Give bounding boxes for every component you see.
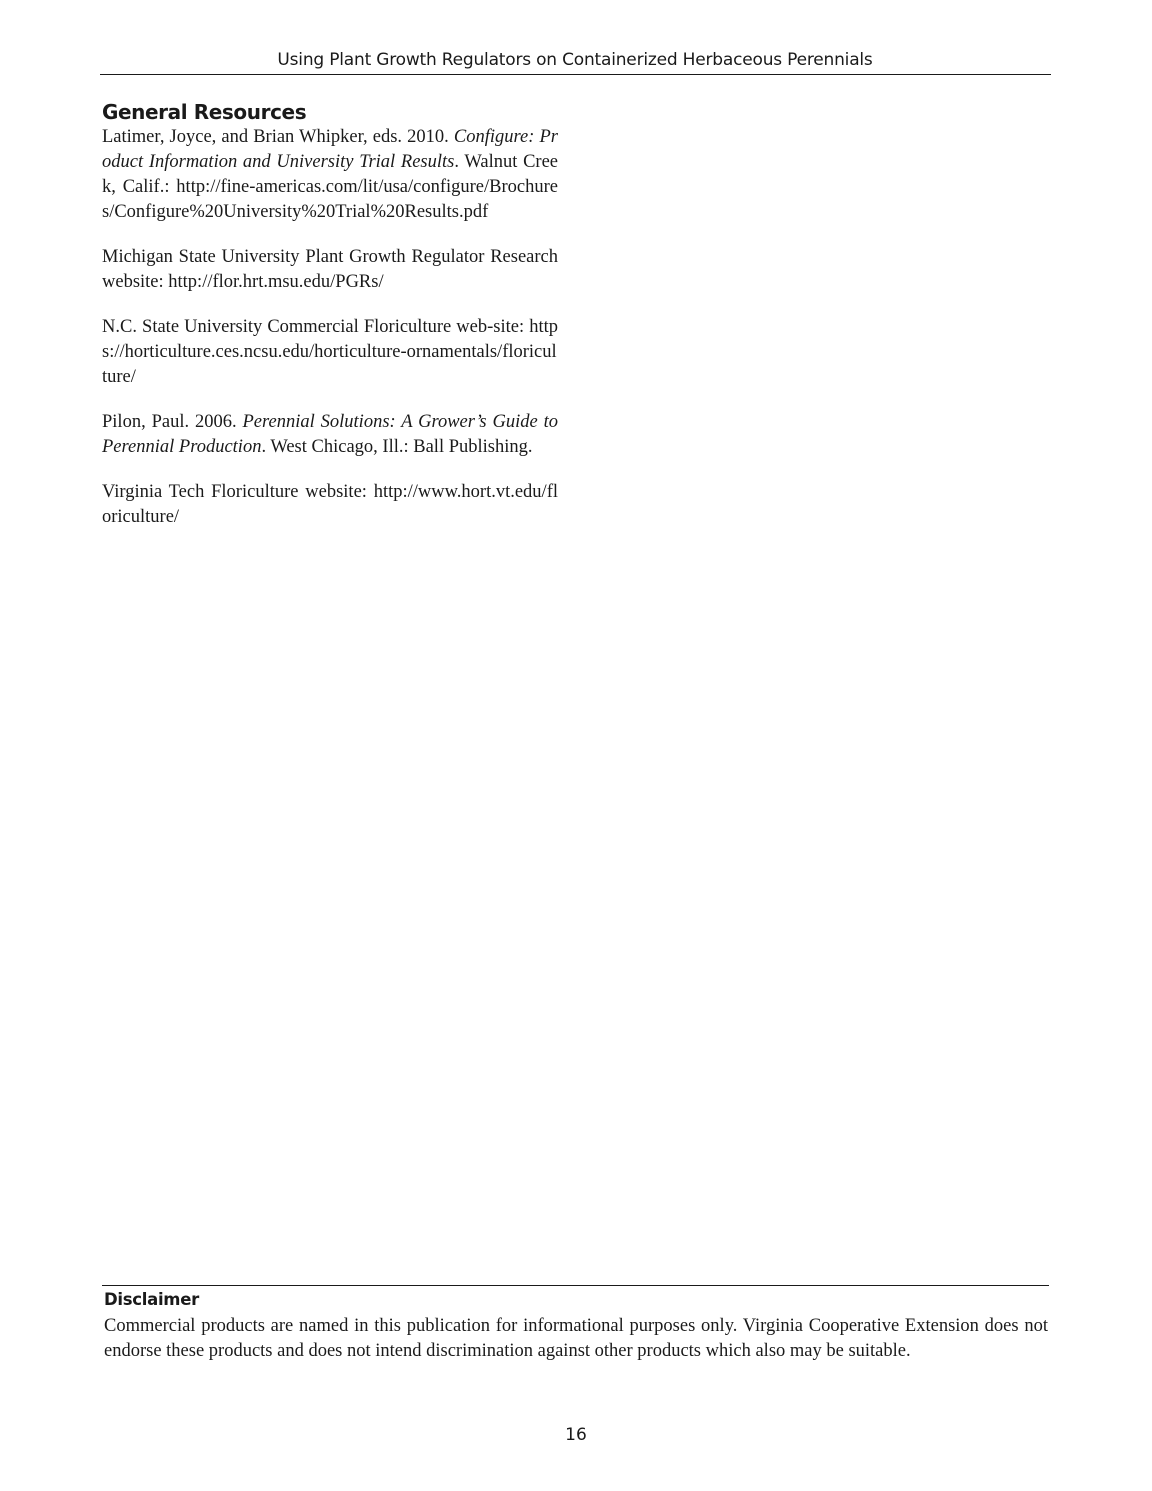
reference-lead: Virginia Tech Floriculture website: http://www.hort.vt.edu/floriculture/ xyxy=(102,482,558,527)
disclaimer-text: Commercial products are named in this publication for informational purposes only. Virginia Cooperative Extension does not endorse these products and does not intend discrimination against other products which also may be suitable. xyxy=(104,1316,1048,1361)
disclaimer-title: Disclaimer xyxy=(104,1290,199,1309)
reference-item xyxy=(102,315,558,390)
reference-title: Configure: Product Information and University Trial Results xyxy=(102,127,558,172)
reference-lead: Pilon, Paul. 2006. xyxy=(102,412,243,432)
reference-rest: . Walnut Creek, Calif.: http://fine-americas.com/lit/usa/configure/Brochures/Configure%20University%20Trial%20Results.pdf xyxy=(102,152,558,222)
reference-list xyxy=(102,125,558,550)
running-header: Using Plant Growth Regulators on Containerized Herbaceous Perennials xyxy=(277,50,873,70)
header-rule xyxy=(100,74,1051,75)
section-title-general-resources: General Resources xyxy=(102,100,307,124)
reference-item xyxy=(102,245,558,295)
reference-lead: N.C. State University Commercial Floriculture web-site: https://horticulture.ces.ncsu.edu/horticulture-ornamentals/floriculture/ xyxy=(102,317,558,387)
reference-item xyxy=(102,410,558,460)
reference-rest: . West Chicago, Ill.: Ball Publishing. xyxy=(261,437,533,457)
page-number: 16 xyxy=(565,1425,587,1445)
reference-item xyxy=(102,125,558,225)
disclaimer-rule xyxy=(102,1285,1049,1286)
reference-lead: Michigan State University Plant Growth Regulator Research website: http://flor.hrt.msu.edu/PGRs/ xyxy=(102,247,558,292)
reference-item xyxy=(102,480,558,530)
reference-title: Perennial Solutions: A Grower’s Guide to Perennial Production xyxy=(102,412,558,457)
reference-lead: Latimer, Joyce, and Brian Whipker, eds. 2010. xyxy=(102,127,454,147)
